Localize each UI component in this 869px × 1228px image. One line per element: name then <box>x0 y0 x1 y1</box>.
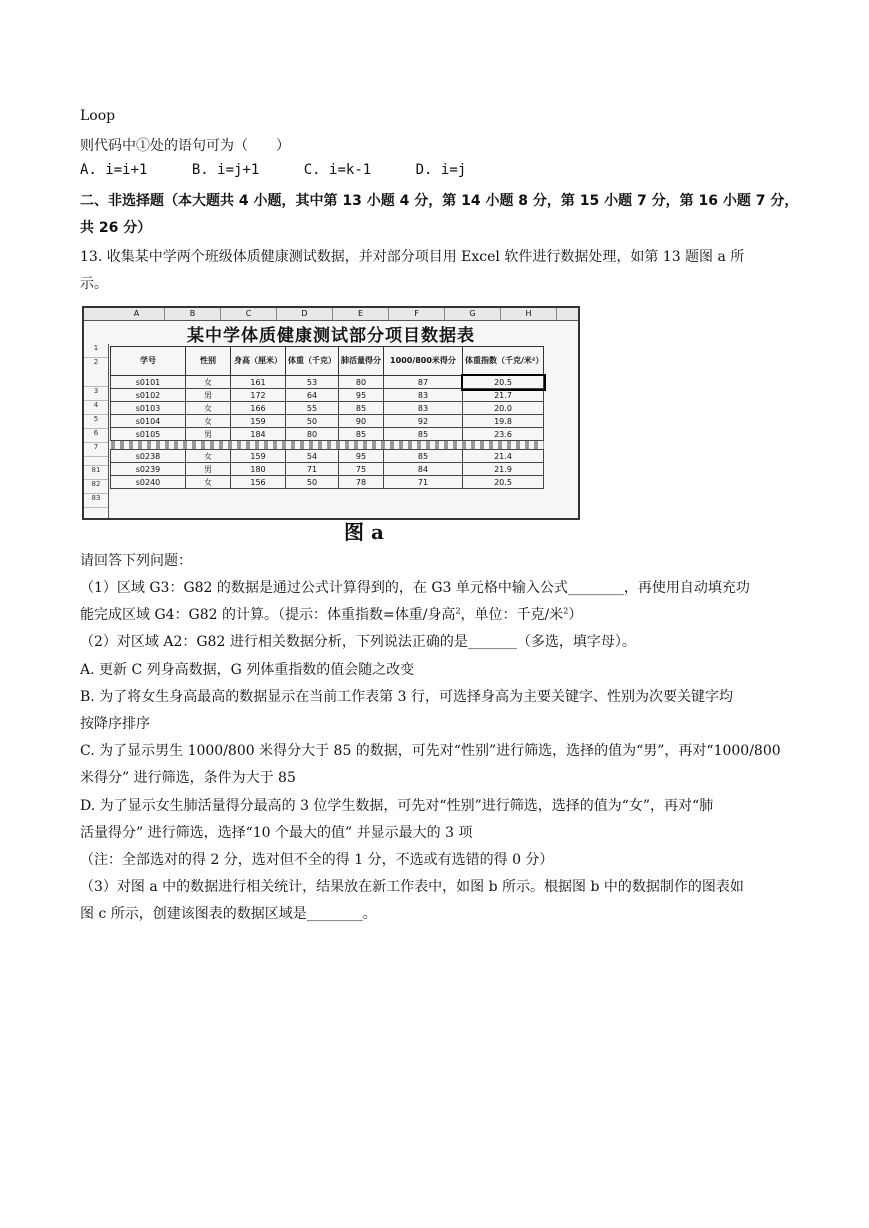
part2-option-d: D. 为了显示女生肺活量得分最高的 3 位学生数据，可先对“性别”进行筛选，选择的值为“女”，再对“肺 <box>80 798 714 814</box>
table-cell: 54 <box>286 450 339 463</box>
table-row <box>111 415 544 428</box>
table-cell: 女 <box>186 476 231 489</box>
table-cell: 161 <box>231 376 286 389</box>
table-cell: s0103 <box>111 402 186 415</box>
table-cell: 20.5 <box>463 476 544 489</box>
part2-option-d-cont: 活量得分” 进行筛选，选择“10 个最大的值” 并显示最大的 3 项 <box>80 825 473 841</box>
table-cell: 53 <box>286 376 339 389</box>
table-cell: 166 <box>231 402 286 415</box>
table-row <box>111 402 544 415</box>
table-cell: 20.5 <box>463 376 544 389</box>
table-cell: s0105 <box>111 428 186 441</box>
header-cell: 学号 <box>111 347 186 376</box>
column-header-bar <box>84 308 578 321</box>
table-cell: 83 <box>384 402 463 415</box>
table-cell: 21.9 <box>463 463 544 476</box>
header-cell: 体重（千克） <box>286 347 339 376</box>
row-number: 5 <box>84 415 108 429</box>
table-cell: 女 <box>186 450 231 463</box>
table-cell: 男 <box>186 389 231 402</box>
section-heading: 二、非选择题（本大题共 4 小题，其中第 13 小题 4 分，第 14 小题 8 分，第 15 小题 7 分，第 16 小题 7 分， <box>80 193 799 209</box>
col-letter: C <box>221 308 277 320</box>
table-cell: s0240 <box>111 476 186 489</box>
table-row <box>111 463 544 476</box>
part1-hint-b: ，单位：千克/米 <box>460 607 564 623</box>
row-number: 83 <box>84 494 108 508</box>
table-cell: 23.6 <box>463 428 544 441</box>
option-a: A. i=i+1 <box>80 162 148 178</box>
spreadsheet-title: 某中学体质健康测试部分项目数据表 <box>187 326 475 346</box>
superscript-2: 2 <box>455 606 461 616</box>
table-cell: 85 <box>384 428 463 441</box>
table-cell: 87 <box>384 376 463 389</box>
table-cell: 95 <box>339 450 384 463</box>
part2-option-b-cont: 按降序排序 <box>80 716 150 732</box>
table-body-bottom <box>111 450 544 489</box>
header-cell: 肺活量得分 <box>339 347 384 376</box>
table-cell: 95 <box>339 389 384 402</box>
row-number: 4 <box>84 401 108 415</box>
header-cell: 1000/800米得分 <box>384 347 463 376</box>
table-cell: 92 <box>384 415 463 428</box>
table-cell: 159 <box>231 415 286 428</box>
part1-hint-a: 能完成区域 G4：G82 的计算。（提示：体重指数=体重/身高 <box>80 607 456 623</box>
part1-text: （1）区域 G3：G82 的数据是通过公式计算得到的，在 G3 单元格中输入公式________，再使用自动填充功 <box>80 580 750 596</box>
table-cell: 85 <box>339 428 384 441</box>
table-cell: s0238 <box>111 450 186 463</box>
row-number: 3 <box>84 387 108 401</box>
questions-prompt: 请回答下列问题： <box>80 553 192 569</box>
row-number: 1 <box>84 344 108 358</box>
table-cell: 男 <box>186 463 231 476</box>
header-row <box>111 347 544 376</box>
part2-text: （2）对区域 A2：G82 进行相关数据分析，下列说法正确的是_______（多选，填字母）。 <box>80 634 636 650</box>
table-cell: 71 <box>384 476 463 489</box>
figure-caption: 图 a <box>344 520 384 544</box>
part2-option-c-cont: 米得分” 进行筛选，条件为大于 85 <box>80 770 296 786</box>
loop-keyword: Loop <box>80 108 116 124</box>
q13-intro: 13. 收集某中学两个班级体质健康测试数据，并对部分项目用 Excel 软件进行数据处理，如第 13 题图 a 所 <box>80 249 745 265</box>
table-cell: 184 <box>231 428 286 441</box>
part2-option-c: C. 为了显示男生 1000/800 米得分大于 85 的数据，可先对“性别”进行筛选，选择的值为“男”，再对“1000/800 <box>80 743 781 759</box>
table-body-top <box>111 376 544 441</box>
table-cell: 75 <box>339 463 384 476</box>
table-cell: s0104 <box>111 415 186 428</box>
table-row <box>111 428 544 441</box>
header-cell: 身高（厘米） <box>231 347 286 376</box>
row-number-column <box>84 344 109 518</box>
section-heading-cont: 共 26 分） <box>80 220 152 236</box>
table-cell: 156 <box>231 476 286 489</box>
table-cell: 女 <box>186 376 231 389</box>
option-d: D. i=j <box>415 162 467 178</box>
table-cell: 71 <box>286 463 339 476</box>
table-cell: 180 <box>231 463 286 476</box>
part3-text-cont: 图 c 所示，创建该图表的数据区域是________。 <box>80 906 377 922</box>
data-table <box>110 346 544 489</box>
table-cell: 172 <box>231 389 286 402</box>
figure-a-spreadsheet <box>82 306 580 520</box>
table-cell: 21.7 <box>463 389 544 402</box>
table-cell: 84 <box>384 463 463 476</box>
table-cell: 55 <box>286 402 339 415</box>
question-text: 则代码中①处的语句可为（ ） <box>80 138 290 154</box>
option-c: C. i=k-1 <box>303 162 372 178</box>
table-cell: 83 <box>384 389 463 402</box>
table-cell: 80 <box>286 428 339 441</box>
col-letter: F <box>389 308 445 320</box>
col-letter: H <box>501 308 557 320</box>
table-break-row <box>111 441 544 450</box>
part2-option-a: A. 更新 C 列身高数据，G 列体重指数的值会随之改变 <box>80 662 415 678</box>
row-number: 81 <box>84 466 108 480</box>
table-cell: 50 <box>286 476 339 489</box>
part1-hint-c: ） <box>568 607 583 623</box>
row-number <box>84 457 108 466</box>
table-cell: 50 <box>286 415 339 428</box>
col-letter: B <box>165 308 221 320</box>
header-cell: 性别 <box>186 347 231 376</box>
table-cell: 85 <box>339 402 384 415</box>
table-cell: 64 <box>286 389 339 402</box>
table-row <box>111 389 544 402</box>
table-cell: 女 <box>186 415 231 428</box>
header-cell: 体重指数（千克/米²） <box>463 347 544 376</box>
table-cell: 85 <box>384 450 463 463</box>
table-cell: 78 <box>339 476 384 489</box>
q13-intro-cont: 示。 <box>80 276 108 292</box>
table-gap <box>111 441 544 450</box>
col-letter: E <box>333 308 389 320</box>
table-cell: 90 <box>339 415 384 428</box>
table-cell: 男 <box>186 428 231 441</box>
option-row <box>80 162 502 178</box>
col-letter: A <box>109 308 165 320</box>
part2-option-b: B. 为了将女生身高最高的数据显示在当前工作表第 3 行，可选择身高为主要关键字、性别为次要关键字均 <box>80 689 733 705</box>
part3-text: （3）对图 a 中的数据进行相关统计，结果放在新工作表中，如图 b 所示。根据图 b 中的数据制作的图表如 <box>80 879 744 895</box>
table-cell: 159 <box>231 450 286 463</box>
table-cell: s0101 <box>111 376 186 389</box>
row-number: 2 <box>84 358 108 387</box>
table-cell: 19.8 <box>463 415 544 428</box>
row-number: 6 <box>84 429 108 443</box>
row-number: 82 <box>84 480 108 494</box>
table-cell: 20.0 <box>463 402 544 415</box>
col-letter: D <box>277 308 333 320</box>
table-cell: 80 <box>339 376 384 389</box>
row-number: 7 <box>84 443 108 457</box>
table-cell: 女 <box>186 402 231 415</box>
table-cell: s0239 <box>111 463 186 476</box>
option-b: B. i=j+1 <box>191 162 260 178</box>
col-letter: G <box>445 308 501 320</box>
table-cell: s0102 <box>111 389 186 402</box>
superscript-2: 2 <box>563 606 569 616</box>
part1-text-cont <box>80 604 582 624</box>
scoring-note: （注：全部选对的得 2 分，选对但不全的得 1 分，不选或有选错的得 0 分） <box>80 852 554 868</box>
table-cell: 21.4 <box>463 450 544 463</box>
table-row <box>111 450 544 463</box>
table-row <box>111 476 544 489</box>
table-row <box>111 376 544 389</box>
